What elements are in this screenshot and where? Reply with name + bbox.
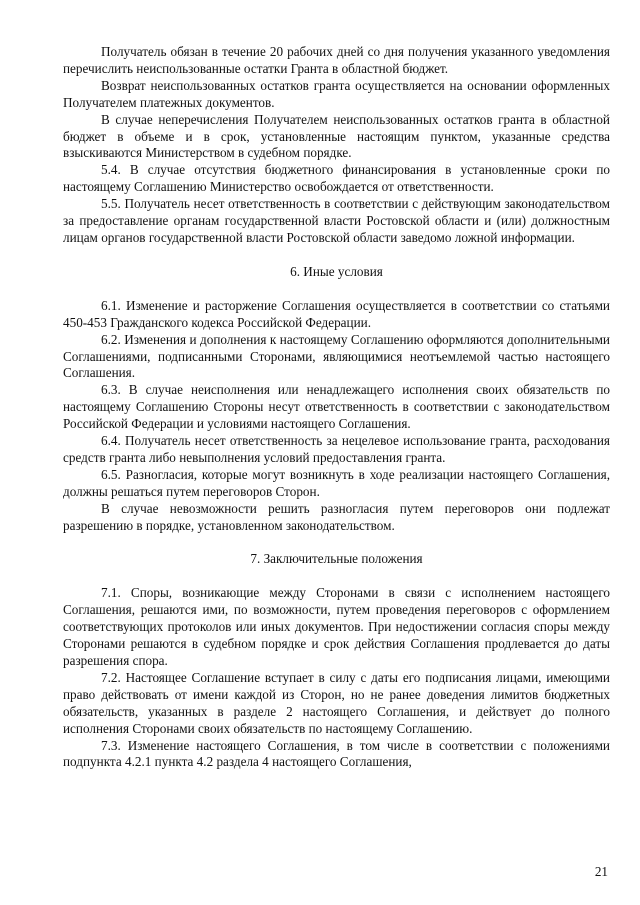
paragraph-6-5: 6.5. Разногласия, которые могут возникнуть в ходе реализации настоящего Соглашения, должны решаться путем переговоров Сторон. <box>63 466 610 499</box>
paragraph-7-2: 7.2. Настоящее Соглашение вступает в силу с даты его подписания лицами, имеющими право действовать от имени каждой из Сторон, но не ранее доведения лимитов бюджетных обязательств, указанных в разделе 2 настоящего Соглашения, и действует до полного исполнения Сторонами своих обязательств по настоящему Соглашению. <box>63 669 610 736</box>
paragraph-5-4: 5.4. В случае отсутствия бюджетного финансирования в установленные сроки по настоящему Соглашению Министерство освобождается от ответственности. <box>63 162 610 195</box>
paragraph-6-1: 6.1. Изменение и расторжение Соглашения осуществляется в соответствии со статьями 450-453 Гражданского кодекса Российской Федерации. <box>63 297 610 330</box>
paragraph-5-5: 5.5. Получатель несет ответственность в соответствии с действующим законодательством за предоставление органам государственной власти Ростовской области и (или) должностным лицам органов государственной власти Ростовской области заведомо ложной информации. <box>63 196 610 245</box>
page-text <box>63 44 610 771</box>
paragraph-7-3: 7.3. Изменение настоящего Соглашения, в том числе в соответствии с положениями подпункта 4.2.1 пункта 4.2 раздела 4 настоящего Соглашения, <box>63 737 610 770</box>
paragraph-6-3: 6.3. В случае неисполнения или ненадлежащего исполнения своих обязательств по настоящему Соглашению Стороны несут ответственность в соответствии с законодательством Российской Федерации и условиями настоящего Соглашения. <box>63 382 610 432</box>
paragraph-5-3-refund-deadline: Получатель обязан в течение 20 рабочих дней со дня получения указанного уведомления перечислить неиспользованные остатки Гранта в областной бюджет. <box>63 44 610 76</box>
section-7-heading: 7. Заключительные положения <box>250 551 423 567</box>
section-6-heading: 6. Иные условия <box>290 263 383 279</box>
paragraph-6-2: 6.2. Изменения и дополнения к настоящему Соглашению оформляются дополнительными Соглашениями, подписанными Сторонами, являющимися неотъемлемой частью настоящего Соглашения. <box>63 331 610 381</box>
paragraph-6-5-continued: В случае невозможности решить разногласия путем переговоров они подлежат разрешению в порядке, установленном законодательством. <box>63 500 610 533</box>
paragraph-6-4: 6.4. Получатель несет ответственность за нецелевое использование гранта, расходования средств гранта либо невыполнения условий предоставления гранта. <box>63 433 610 465</box>
paragraph-recovery: В случае неперечисления Получателем неиспользованных остатков гранта в областной бюджет в объеме и в срок, установленные настоящим пунктом, указанные средства взыскиваются Министерством в судебном порядке. <box>63 111 610 161</box>
paragraph-refund-basis: Возврат неиспользованных остатков гранта осуществляется на основании оформленных Получателем платежных документов. <box>63 77 610 110</box>
paragraph-7-1: 7.1. Споры, возникающие между Сторонами в связи с исполнением настоящего Соглашения, решаются ими, по возможности, путем проведения переговоров с оформлением соответствующих протоколов или иных документов. При недостижении согласия споры между Сторонами решаются в судебном порядке и срок действия Соглашения продлевается до даты разрешения спора. <box>63 585 610 668</box>
page-number: 21 <box>594 864 608 879</box>
